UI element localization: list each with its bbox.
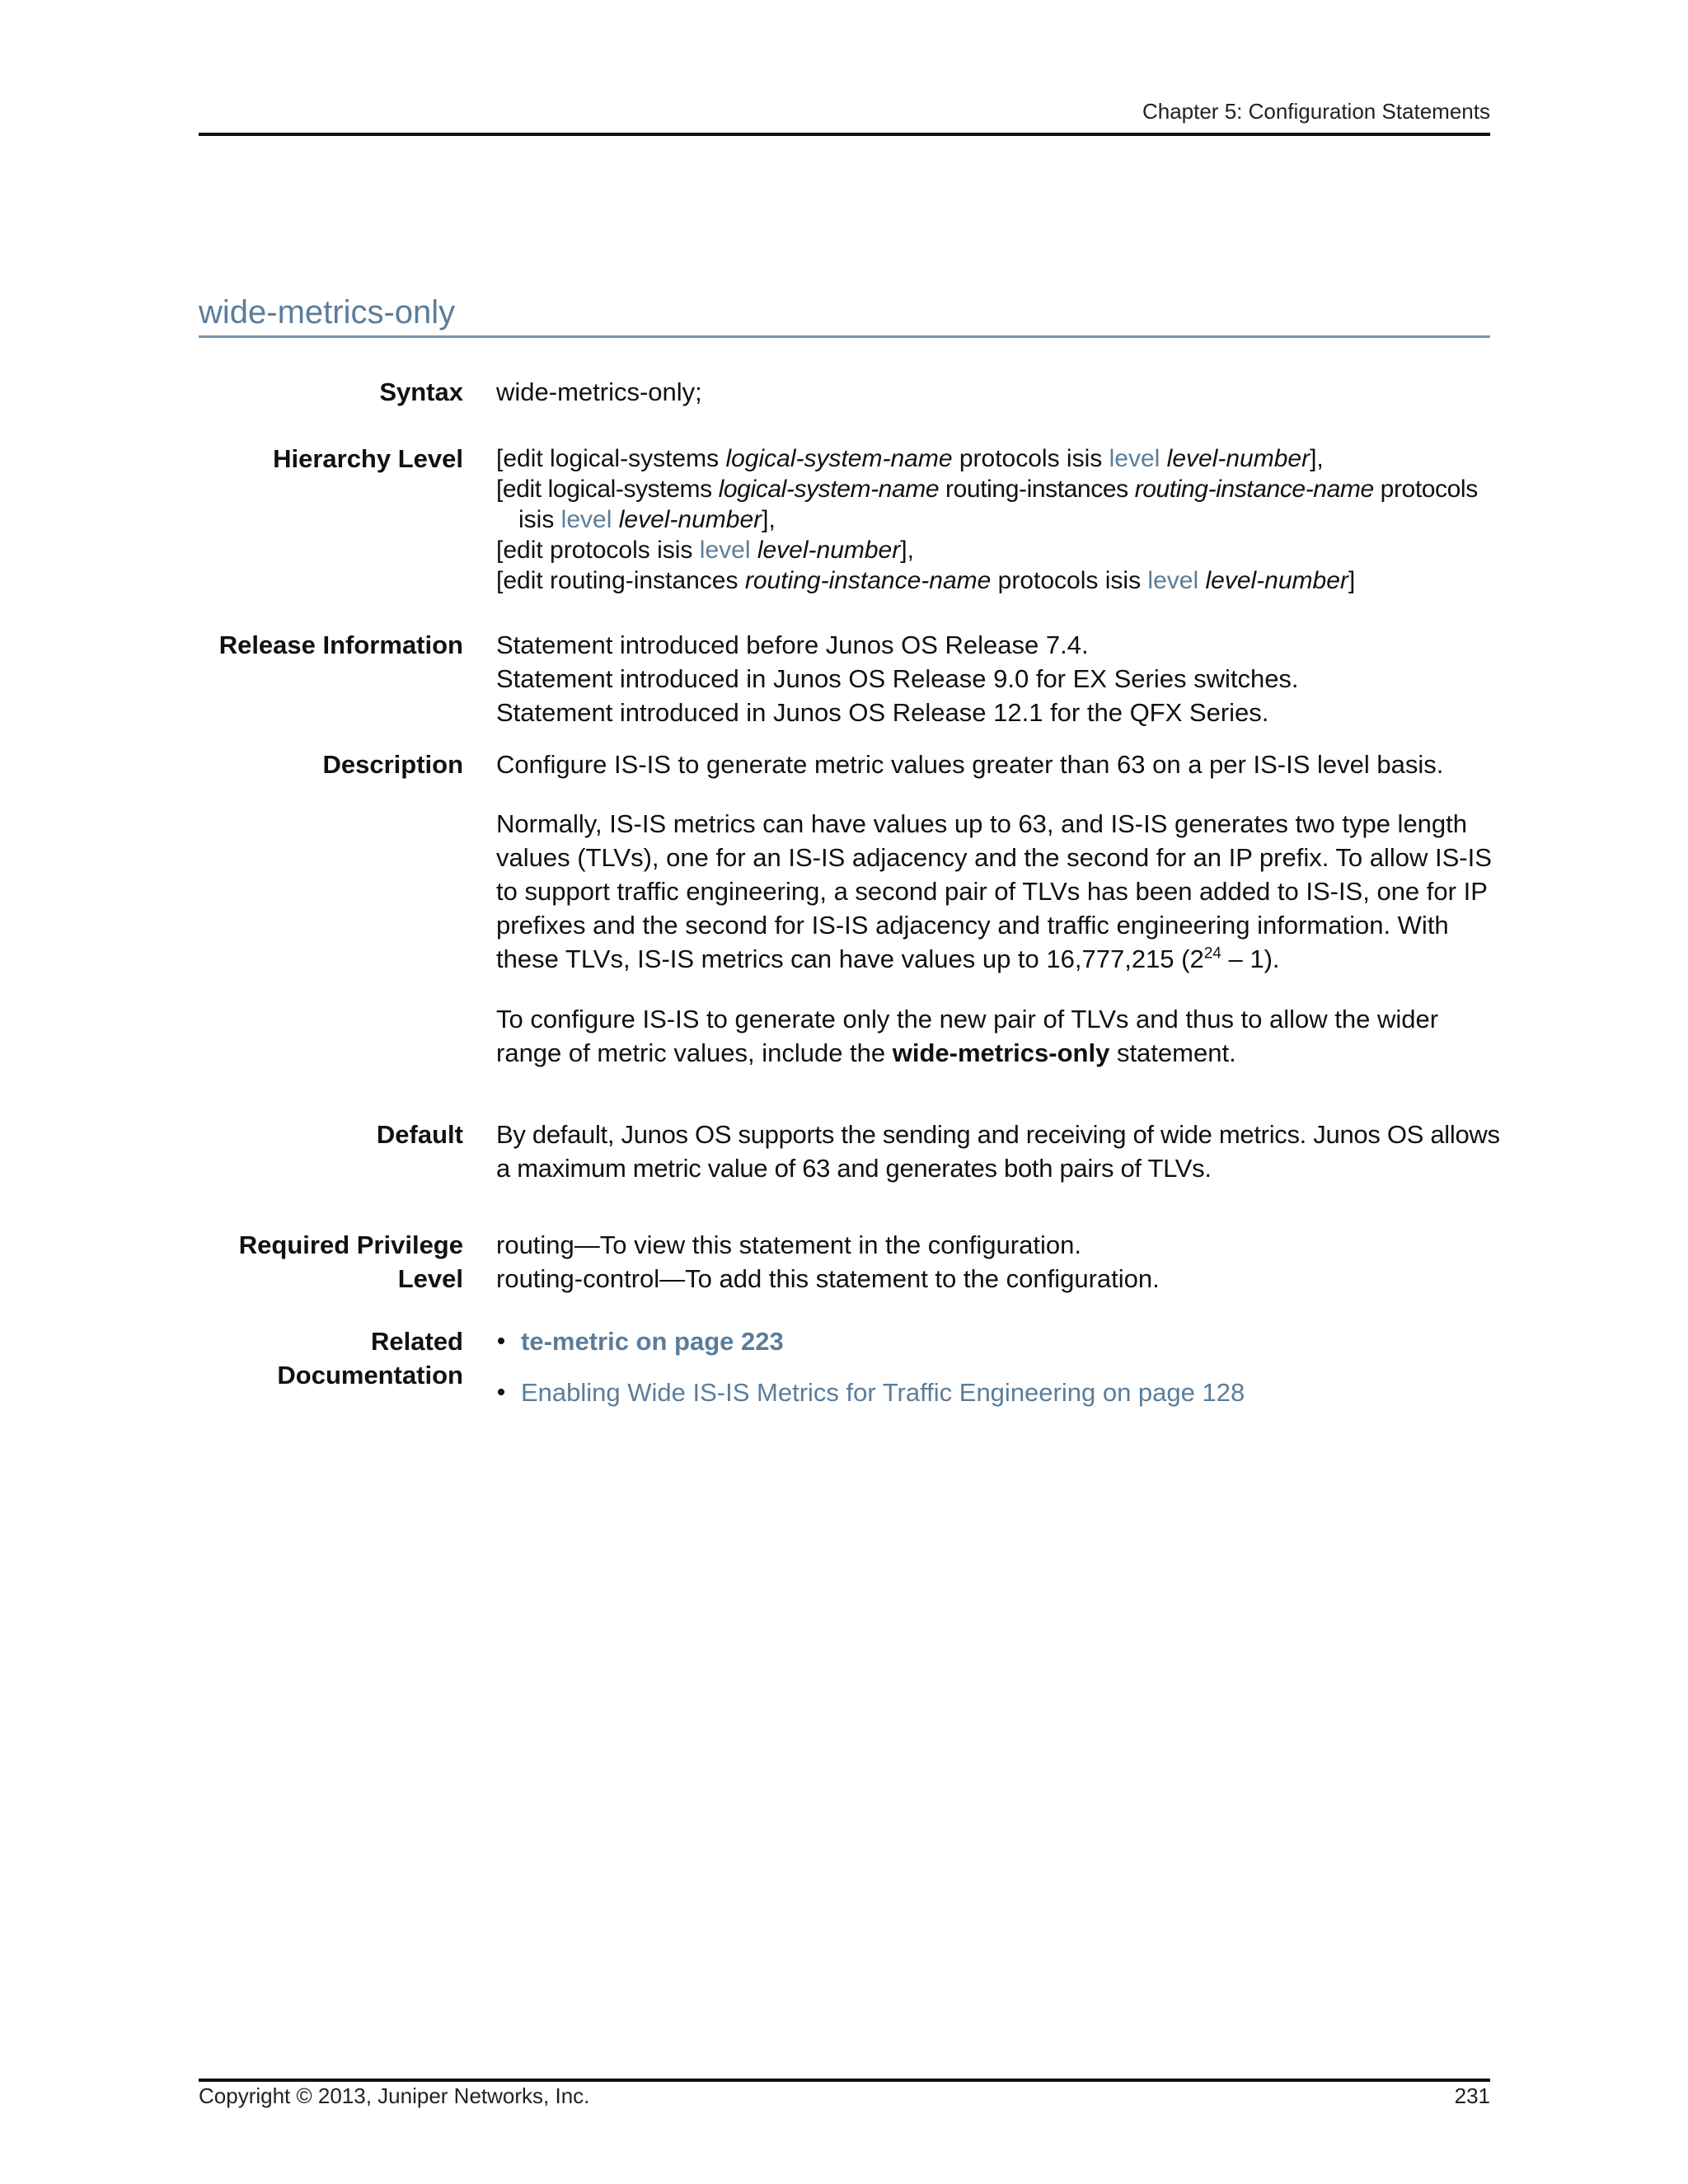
- release-label: Release Information: [218, 630, 463, 659]
- superscript-exponent: 24: [1203, 944, 1221, 963]
- level-link[interactable]: level: [560, 506, 612, 533]
- default-label: Default: [376, 1120, 463, 1149]
- description-text: statement.: [1109, 1038, 1236, 1067]
- release-block: [496, 628, 1490, 729]
- hierarchy-line: [496, 565, 1490, 596]
- page-number: 231: [1454, 2083, 1490, 2108]
- section-title: wide-metrics-only: [199, 294, 456, 330]
- description-line: Normally, IS-IS metrics can have values up to 63, and IS-IS generates two type length: [496, 809, 1468, 838]
- syntax-value: [496, 375, 1490, 409]
- privilege-label-line: Required Privilege: [238, 1230, 463, 1259]
- hierarchy-variable: level-number: [618, 506, 762, 533]
- related-link-wide-metrics[interactable]: Enabling Wide IS-IS Metrics for Traffic Engineering on page 128: [521, 1378, 1245, 1407]
- description-text: these TLVs, IS-IS metrics can have values up to 16,777,215 (2: [496, 944, 1204, 973]
- hierarchy-text: protocols isis: [952, 445, 1109, 472]
- privilege-label: [239, 1228, 463, 1296]
- default-line: By default, Junos OS supports the sending and receiving of wide metrics. Junos OS allows: [496, 1120, 1500, 1149]
- hierarchy-text: protocols isis: [991, 567, 1148, 594]
- hierarchy-text: ],: [762, 506, 776, 533]
- hierarchy-text: [edit routing-instances: [496, 567, 745, 594]
- syntax-text: wide-metrics-only;: [496, 377, 702, 406]
- level-link[interactable]: level: [1109, 445, 1160, 472]
- hierarchy-label: Hierarchy Level: [273, 444, 463, 473]
- hierarchy-variable: level-number: [757, 537, 901, 564]
- related-link-te-metric[interactable]: te-metric on page 223: [521, 1327, 784, 1356]
- hierarchy-line: [496, 535, 1490, 565]
- footer-rule: [199, 2079, 1490, 2082]
- hierarchy-line: [496, 443, 1490, 474]
- hierarchy-variable: logical-system-name: [718, 476, 940, 503]
- title-rule: [199, 335, 1490, 338]
- list-item: [496, 1324, 1490, 1358]
- hierarchy-line: [496, 504, 1490, 535]
- level-link[interactable]: level: [1147, 567, 1199, 594]
- hierarchy-variable: level-number: [1166, 445, 1311, 472]
- release-line: Statement introduced before Junos OS Release 7.4.: [496, 630, 1089, 659]
- hierarchy-text: ],: [1310, 445, 1324, 472]
- level-link[interactable]: level: [699, 537, 751, 564]
- hierarchy-text: [edit logical-systems: [496, 445, 726, 472]
- related-label-line: Related: [371, 1327, 463, 1356]
- description-line: [496, 942, 1490, 976]
- description-text: range of metric values, include the: [496, 1038, 893, 1067]
- list-item: [496, 1376, 1490, 1409]
- privilege-line: routing—To view this statement in the configuration.: [496, 1230, 1081, 1259]
- default-line: a maximum metric value of 63 and generates both pairs of TLVs.: [496, 1154, 1212, 1183]
- release-line: Statement introduced in Junos OS Release 9.0 for EX Series switches.: [496, 664, 1299, 693]
- description-text: – 1).: [1221, 944, 1280, 973]
- description-line: to support traffic engineering, a second pair of TLVs has been added to IS-IS, one for IP: [496, 877, 1488, 906]
- hierarchy-text: ],: [900, 537, 914, 564]
- related-label: [277, 1324, 463, 1392]
- footer-copyright: Copyright © 2013, Juniper Networks, Inc.: [199, 2083, 590, 2108]
- privilege-block: [496, 1228, 1490, 1296]
- description-line: [496, 1036, 1490, 1070]
- bullet-icon: [498, 1338, 504, 1344]
- hierarchy-text: ]: [1348, 567, 1356, 594]
- hierarchy-variable: level-number: [1205, 567, 1348, 594]
- hierarchy-block: [496, 443, 1490, 596]
- hierarchy-text: routing-instances: [939, 476, 1135, 503]
- hierarchy-text: [edit protocols isis: [496, 537, 700, 564]
- privilege-label-line: Level: [397, 1264, 463, 1293]
- hierarchy-text: protocols: [1373, 476, 1478, 503]
- related-block: [496, 1324, 1490, 1409]
- description-label: Description: [322, 750, 463, 779]
- hierarchy-text: [edit logical-systems: [496, 476, 719, 503]
- release-line: Statement introduced in Junos OS Release 12.1 for the QFX Series.: [496, 698, 1269, 727]
- hierarchy-variable: routing-instance-name: [744, 567, 992, 594]
- hierarchy-text: isis: [518, 506, 561, 533]
- hierarchy-text: [750, 537, 757, 564]
- hierarchy-text: [1160, 445, 1166, 472]
- description-block: [496, 748, 1490, 1070]
- description-line: To configure IS-IS to generate only the new pair of TLVs and thus to allow the wider: [496, 1005, 1439, 1033]
- hierarchy-text: [612, 506, 618, 533]
- privilege-line: routing-control—To add this statement to the configuration.: [496, 1264, 1160, 1293]
- description-summary: Configure IS-IS to generate metric values greater than 63 on a per IS-IS level basis.: [496, 750, 1444, 779]
- hierarchy-variable: logical-system-name: [725, 445, 953, 472]
- related-links-list: [496, 1324, 1490, 1409]
- syntax-label: Syntax: [379, 377, 463, 406]
- running-header: Chapter 5: Configuration Statements: [1142, 99, 1490, 124]
- hierarchy-variable: routing-instance-name: [1134, 476, 1374, 503]
- default-block: [496, 1118, 1500, 1185]
- statement-name: wide-metrics-only: [892, 1038, 1110, 1067]
- description-line: prefixes and the second for IS-IS adjacency and traffic engineering information. With: [496, 911, 1449, 940]
- hierarchy-line: [496, 474, 1490, 504]
- related-label-line: Documentation: [277, 1361, 463, 1390]
- description-line: values (TLVs), one for an IS-IS adjacency and the second for an IP prefix. To allow IS-IS: [496, 843, 1492, 872]
- header-rule: [199, 133, 1490, 136]
- bullet-icon: [498, 1389, 504, 1395]
